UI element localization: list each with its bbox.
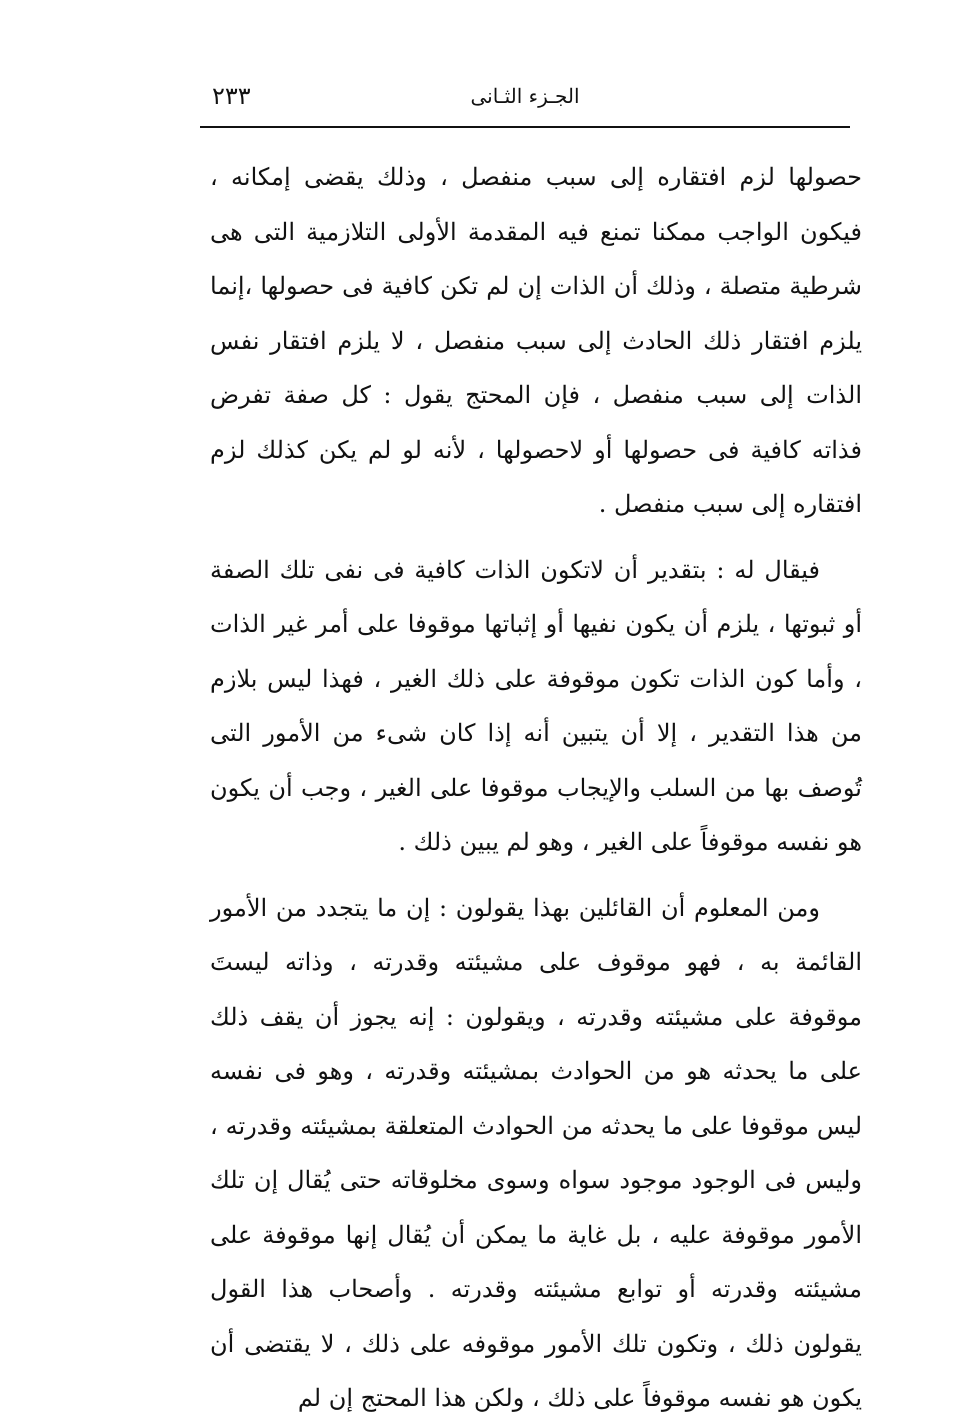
- paragraph-2: فيقال له : بتقدير أن لاتكون الذات كافية فى نفى تلك الصفة أو ثبوتها ، يلزم أن يكون نفيها أو إثباتها موقوفا على أمر غير الذات ، وأما كون الذات تكون موقوفة على ذلك الغير ، فهذا ليس بلازم من هذا التقدير ، إلا أن يتبين أنه إذا كان شىء من الأمور التى تُوصف بها من السلب والإيجاب موقوفا على الغير ، وجب أن يكون هو نفسه موقوفاً على الغير ، وهو لم يبين ذلك .: [210, 555, 862, 856]
- page-header: [200, 80, 850, 120]
- header-divider: [200, 126, 850, 128]
- paragraph-3: ومن المعلوم أن القائلين بهذا يقولون : إن ما يتجدد من الأمور القائمة به ، فهو موقوف على مشيئته وقدرته ، وذاته ليستَ موقوفة على مشيئته وقدرته ، ويقولون : إنه يجوز أن يقف ذلك على ما يحدثه هو من الحوادث بمشيئته وقدرته ، وهو فى نفسه ليس موقوفا على ما يحدثه من الحوادث المتعلقة بمشيئته وقدرته ، وليس فى الوجود موجود سواه وسوى مخلوقاته حتى يُقال إن تلك الأمور موقوفة عليه ، بل غاية ما يمكن أن يُقال إنها موقوفة على مشيئته وقدرته أو توابع مشيئته وقدرته . وأصحاب هذا القول يقولون ذلك ، وتكون تلك الأمور موقوفه على ذلك ، لا يقتضى أن يكون هو نفسه موقوفاً على ذلك ، ولكن هذا المحتج إن لم: [210, 893, 863, 1412]
- body-text: [210, 150, 862, 1426]
- paragraph-1: حصولها لزم افتقاره إلى سبب منفصل ، وذلك يقضى إمكانه ، فيكون الواجب ممكنا تمنع فيه المقدمة الأولى التلازمية التى هى شرطية متصلة ، وذلك أن الذات إن لم تكن كافية فى حصولها ،إنما يلزم افتقار ذلك الحادث إلى سبب منفصل ، لا يلزم افتقار نفس الذات إلى سبب منفصل ، فإن المحتج يقول : كل صفة تفرض فذاته كافية فى حصولها أو لاحصولها ، لأنه لو لم يكن كذلك لزم افتقاره إلى سبب منفصل .: [210, 163, 862, 518]
- page-number: ٢٣٣: [212, 82, 251, 110]
- running-title: الجـزء الثـانى: [470, 84, 580, 108]
